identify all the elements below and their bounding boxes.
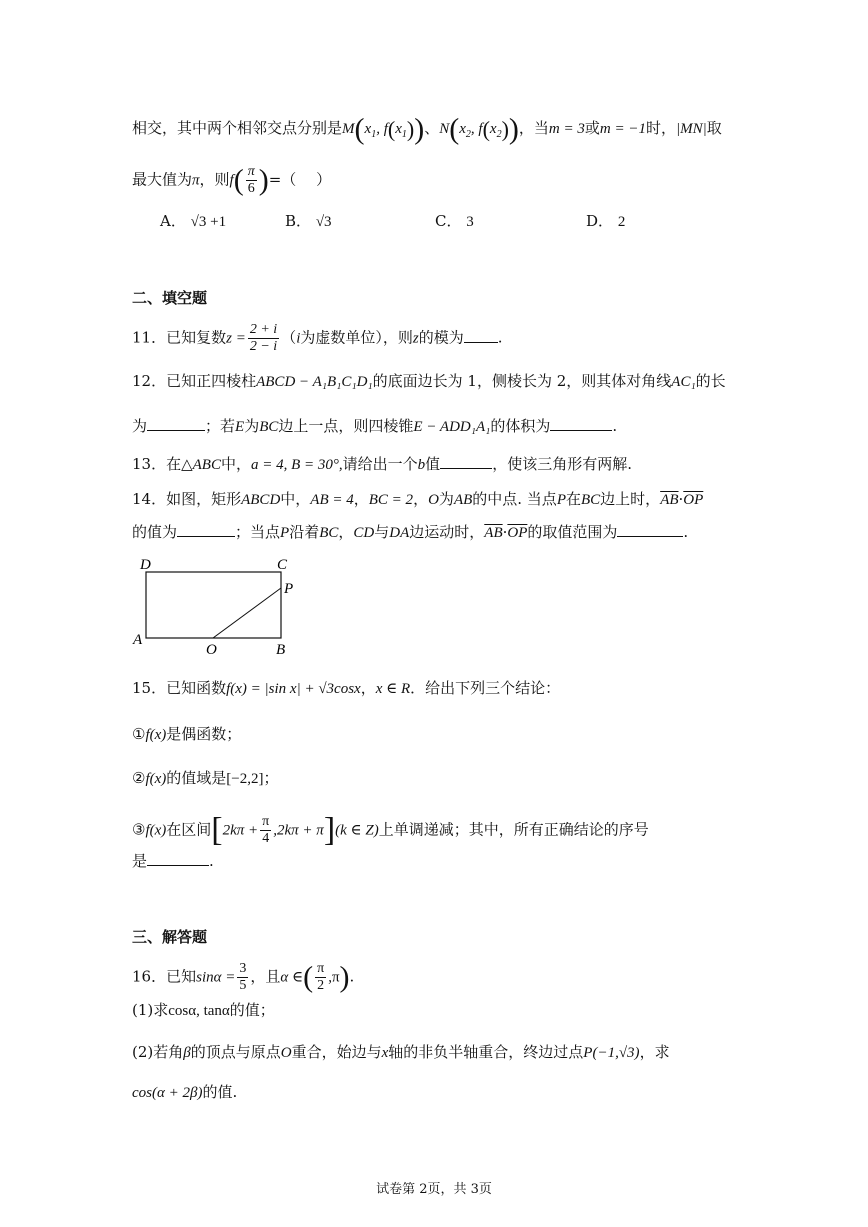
- vector-AB: $\overline{AB}$: [660, 492, 679, 508]
- q15-claim1: ①f(x)是偶函数；: [132, 725, 242, 743]
- q13: 13．在△ABC中，a = 4, B = 30°,请给出一个b值 ，使该三角形有两解.: [132, 455, 632, 473]
- q15-line1: 15．已知函数f(x) = |sin x| + √3cosx，x ∈ R．给出下列三个结论：: [132, 679, 561, 697]
- q16-part1: (1)求cosα, tanα的值；: [132, 1001, 275, 1019]
- text: 最大值为: [132, 170, 193, 189]
- option-a: A． √3 +1: [160, 212, 227, 230]
- q15-last: 是 .: [132, 852, 214, 870]
- text: =（ ）: [268, 170, 332, 189]
- answer-blank[interactable]: [440, 454, 492, 469]
- math: m = 3: [548, 121, 585, 137]
- fraction: $\frac{\pi}{4}$: [262, 814, 270, 846]
- text: 相交，其中两个相邻交点分别是: [132, 119, 343, 137]
- section-heading: 三、解答题: [132, 928, 208, 946]
- fraction: $\frac{3}{5}$: [239, 961, 247, 993]
- q15-claim3: ③f(x)在区间[2kπ + $\frac{\pi}{4}$ ,2kπ + π](k ∈ Z)上单调递减；其中，所有正确结论的序号: [132, 811, 649, 849]
- segment-OP: [213, 588, 281, 638]
- answer-blank[interactable]: [147, 416, 205, 431]
- text: 、: [424, 119, 440, 137]
- q15-claim2: ②f(x)的值域是[−2,2]；: [132, 769, 279, 787]
- section-heading: 二、填空题: [132, 289, 208, 307]
- abs-MN: |MN|: [675, 121, 707, 137]
- point-M: $M(x_1$, $f(x_1)$): [342, 112, 425, 146]
- page-footer: 试卷第 2页，共 3页: [376, 1182, 492, 1197]
- option-b: B． √3: [285, 212, 332, 230]
- q12-line2: 为 ；若E为BC边上一点，则四棱锥E − ADD₁A₁的体积为 .: [132, 417, 618, 435]
- answer-blank[interactable]: [147, 851, 209, 866]
- label-D: D: [140, 557, 151, 573]
- q11: 11．已知复数z = $\frac{2 + i}{2 - i}$ （i为虚数单位），则z的模为 .: [132, 322, 503, 354]
- rectangle-figure: [130, 553, 300, 658]
- q10-line1: [132, 112, 722, 146]
- option-c: C． 3: [435, 212, 474, 230]
- math: π: [192, 172, 200, 189]
- text: ，则: [199, 170, 230, 189]
- point-N: $N(x_2$, $f(x_2)$): [439, 112, 519, 146]
- fraction: $\frac{2 + i}{2 - i}$: [249, 322, 278, 354]
- answer-blank[interactable]: [464, 328, 498, 343]
- text: 时，: [645, 119, 676, 137]
- q16-line1: 16．已知sinα = $\frac{3}{5}$ ，且α ∈( $\frac{\pi}{2}$ ,π).: [132, 960, 355, 994]
- q14-line2: 的值为 ；当点P沿着BC，CD与DA边运动时，$\overline{AB}\cdot\overline{OP}$的取值范围为 .: [132, 523, 689, 541]
- fraction: $\frac{\pi}{6}$: [247, 164, 255, 196]
- label-O: O: [206, 642, 217, 658]
- math: f: [229, 172, 234, 189]
- answer-blank[interactable]: [550, 416, 612, 431]
- label-P: P: [284, 581, 294, 597]
- rectangle-ABCD: [146, 572, 281, 638]
- q10-line2: 最大值为π，则f( $\frac{\pi}{6}$ )=（ ）: [132, 163, 332, 197]
- fraction: $\frac{\pi}{2}$: [317, 961, 325, 993]
- label-B: B: [276, 642, 286, 658]
- answer-blank[interactable]: [617, 522, 683, 537]
- q12-line1: 12．已知正四棱柱ABCD − A₁B₁C₁D₁的底面边长为 1，侧棱长为 2，则其体对角线AC₁的长: [132, 372, 726, 390]
- vector-OP: $\overline{OP}$: [683, 492, 704, 508]
- text: 或: [584, 119, 600, 137]
- option-d: D． 2: [586, 212, 626, 230]
- text: 取: [706, 119, 722, 137]
- math: m = −1: [599, 121, 646, 137]
- q16-part2-cont: cos(α + 2β)的值.: [132, 1083, 238, 1101]
- q14-line1: 14．如图，矩形ABCD中，AB = 4，BC = 2，O为AB的中点. 当点P在BC边上时，$\overline{AB}\cdot\overline{OP}$: [132, 490, 704, 508]
- q16-part2: (2)若角β的顶点与原点O重合，始边与x轴的非负半轴重合，终边过点P(−1,√3)，求: [132, 1043, 670, 1061]
- text: ，当: [518, 119, 549, 137]
- label-A: A: [133, 632, 143, 648]
- label-C: C: [277, 557, 288, 573]
- answer-blank[interactable]: [177, 522, 235, 537]
